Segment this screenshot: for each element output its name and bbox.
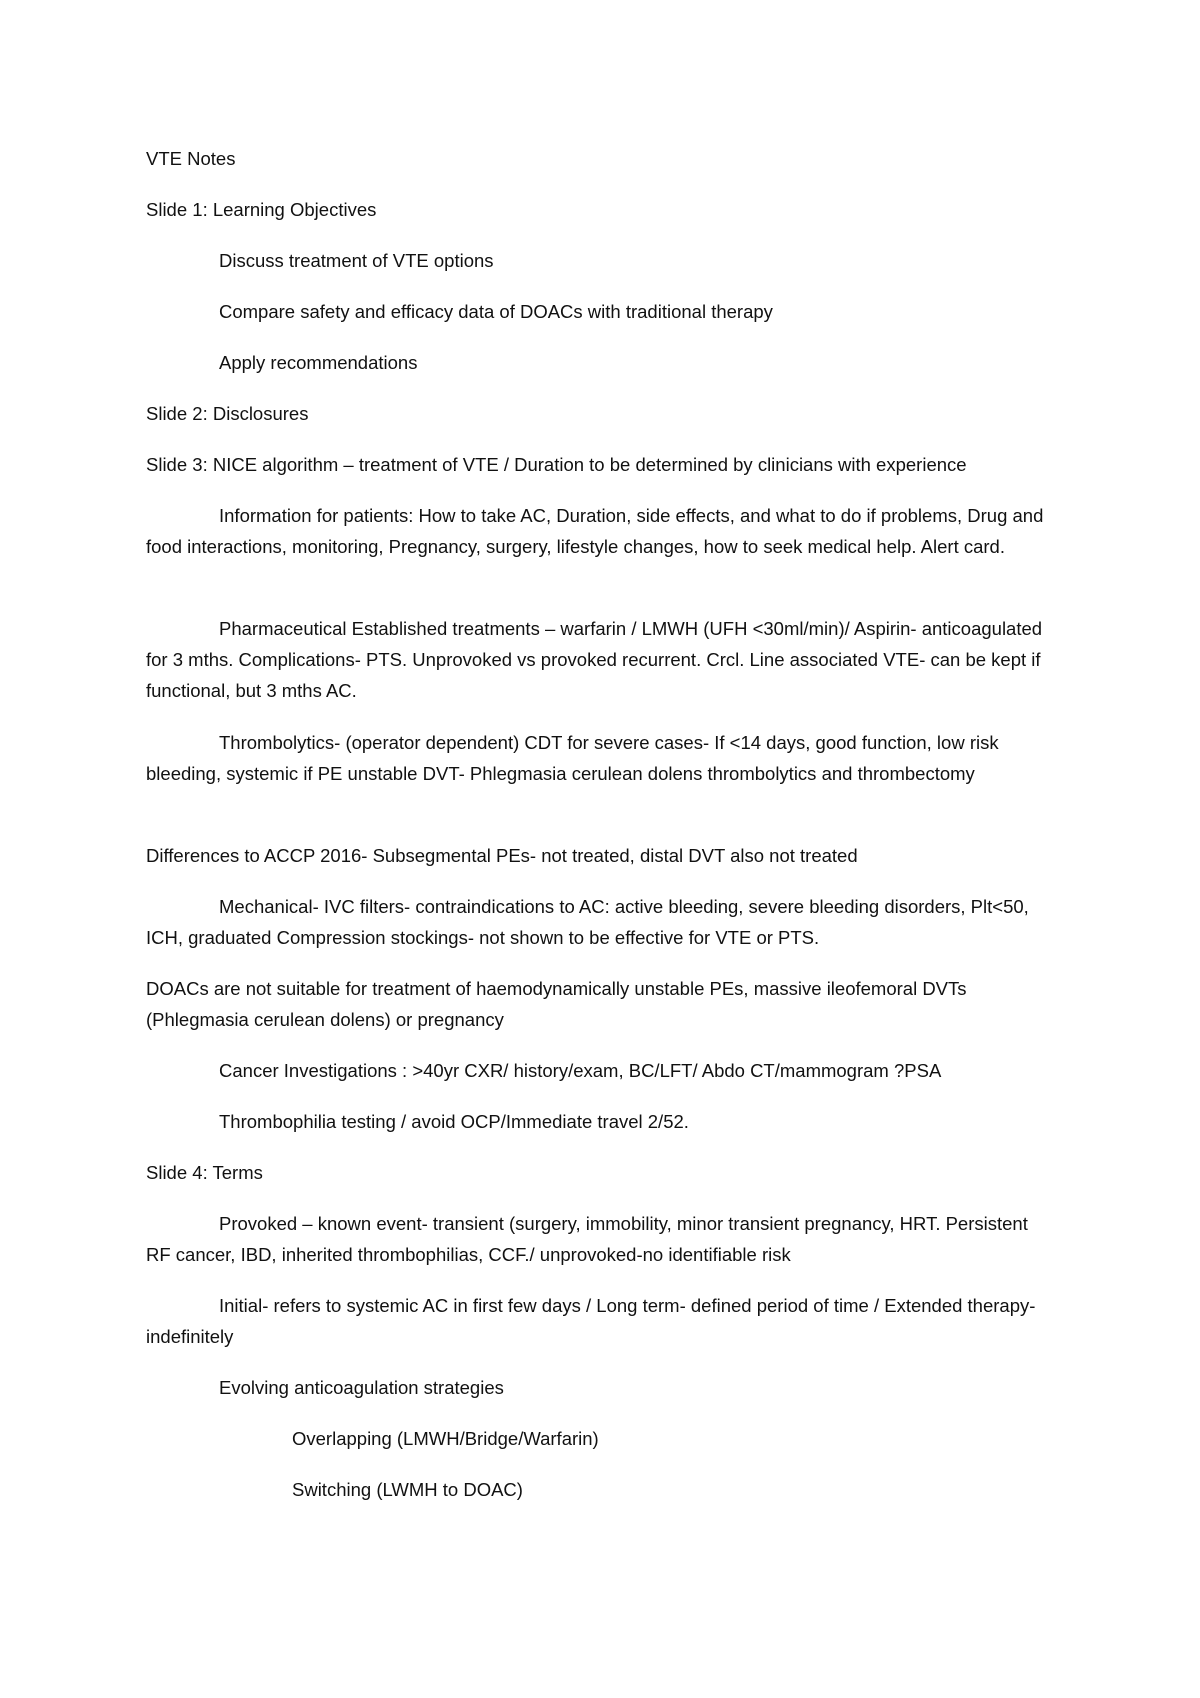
pharmaceutical-paragraph: Pharmaceutical Established treatments – warfarin / LMWH (UFH <30ml/min)/ Aspirin- anticoagulated for 3 mths. Complications- PTS. Unprovoked vs provoked recurrent. Crcl. Line associated VTE- can be kept if functional, but 3 mths AC. bbox=[146, 618, 1043, 701]
provoked-paragraph: Provoked – known event- transient (surgery, immobility, minor transient pregnancy, HRT. Persistent RF cancer, IBD, inherited thrombophilias, CCF./ unprovoked-no identifiable risk bbox=[146, 1213, 1028, 1265]
thrombolytics-paragraph: Thrombolytics- (operator dependent) CDT for severe cases- If <14 days, good function, low risk bleeding, systemic if PE unstable DVT- Phlegmasia cerulean dolens thrombolytics and thrombectomy bbox=[146, 732, 999, 784]
slide2-heading: Slide 2: Disclosures bbox=[146, 403, 309, 424]
strategy-item: Switching (LWMH to DOAC) bbox=[292, 1479, 523, 1500]
slide4-heading: Slide 4: Terms bbox=[146, 1162, 263, 1183]
thrombophilia-paragraph: Thrombophilia testing / avoid OCP/Immediate travel 2/52. bbox=[219, 1111, 689, 1132]
strategy-item: Overlapping (LMWH/Bridge/Warfarin) bbox=[292, 1428, 599, 1449]
mechanical-paragraph: Mechanical- IVC filters- contraindications to AC: active bleeding, severe bleeding disorders, Plt<50, ICH, graduated Compression stockings- not shown to be effective for VTE or PTS. bbox=[146, 896, 1029, 948]
slide3-heading: Slide 3: NICE algorithm – treatment of VTE / Duration to be determined by clinicians with experience bbox=[146, 454, 967, 475]
objective-item: Compare safety and efficacy data of DOACs with traditional therapy bbox=[219, 301, 773, 322]
document-title: VTE Notes bbox=[146, 148, 236, 169]
doacs-paragraph: DOACs are not suitable for treatment of haemodynamically unstable PEs, massive ileofemoral DVTs (Phlegmasia cerulean dolens) or pregnancy bbox=[146, 978, 967, 1030]
evolving-paragraph: Evolving anticoagulation strategies bbox=[219, 1377, 504, 1398]
objective-item: Discuss treatment of VTE options bbox=[219, 250, 494, 271]
slide1-heading: Slide 1: Learning Objectives bbox=[146, 199, 377, 220]
objective-item: Apply recommendations bbox=[219, 352, 418, 373]
differences-paragraph: Differences to ACCP 2016- Subsegmental PEs- not treated, distal DVT also not treated bbox=[146, 845, 858, 866]
cancer-paragraph: Cancer Investigations : >40yr CXR/ history/exam, BC/LFT/ Abdo CT/mammogram ?PSA bbox=[219, 1060, 942, 1081]
initial-paragraph: Initial- refers to systemic AC in first few days / Long term- defined period of time / Extended therapy- indefinitely bbox=[146, 1295, 1036, 1347]
info-patients-paragraph: Information for patients: How to take AC, Duration, side effects, and what to do if problems, Drug and food interactions, monitoring, Pregnancy, surgery, lifestyle changes, how to seek medical help. Alert card. bbox=[146, 505, 1044, 557]
